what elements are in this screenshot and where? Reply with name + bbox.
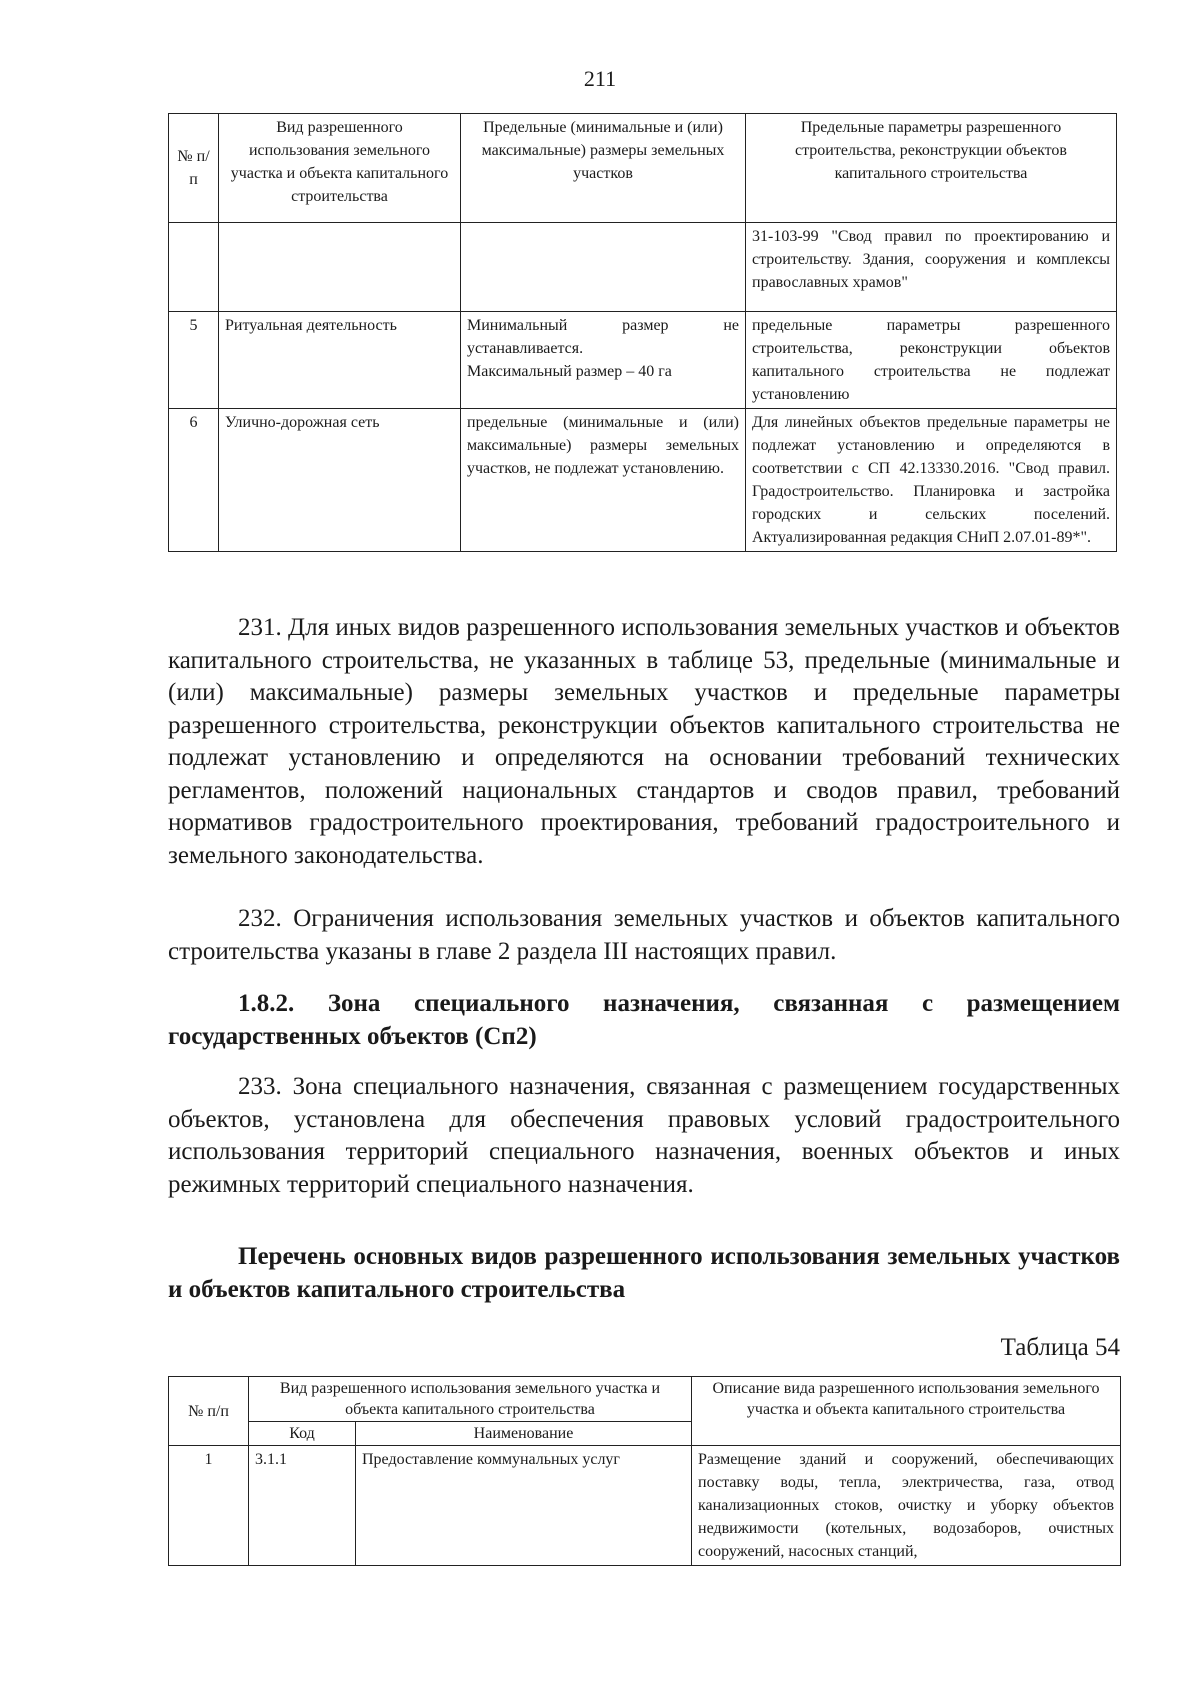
table-row [169, 1446, 1121, 1566]
paragraph-233: 233. Зона специального назначения, связанная с размещением государственных объектов, установлена для обеспечения правовых условий градостроительного использования территорий специального назначения, военных объектов и иных режимных территорий специального назначения. [168, 1073, 1120, 1198]
row-plot-size [461, 312, 746, 409]
row-plot-size [461, 223, 746, 312]
row-build-params: предельные параметры разрешенного строительства, реконструкции объектов капитального строительства не подлежат установлению [746, 312, 1117, 409]
header-number: № п/п [169, 1377, 249, 1446]
row-number [169, 223, 219, 312]
row-build-params: 31-103-99 "Свод правил по проектированию и строительству. Здания, сооружения и комплексы православных храмов" [746, 223, 1117, 312]
table-row [169, 409, 1117, 552]
list-heading: Перечень основных видов разрешенного использования земельных участков и объектов капитального строительства [168, 1243, 1120, 1303]
row-description: Размещение зданий и сооружений, обеспечивающих поставку воды, тепла, электричества, газа, отвод канализационных стоков, очистку и уборку объектов недвижимости (котельных, водозаборов, очистных сооружений, насосных станций, [692, 1446, 1121, 1566]
row-name: Предоставление коммунальных услуг [356, 1446, 692, 1566]
row-plot-size: предельные (минимальные и (или) максимальные) размеры земельных участков, не подлежат установлению. [461, 409, 746, 552]
header-code: Код [249, 1422, 356, 1446]
plot-size-min: Минимальный размер не устанавливается. [467, 317, 739, 357]
row-number: 5 [169, 312, 219, 409]
row-land-use-type: Ритуальная деятельность [219, 312, 461, 409]
header-land-use-type: Вид разрешенного использования земельного участка и объекта капитального строительства [219, 114, 461, 223]
permitted-uses-table [168, 1376, 1121, 1566]
paragraph-231: 231. Для иных видов разрешенного использования земельных участков и объектов капитального строительства, не указанных в таблице 53, предельные (минимальные и (или) максимальные) размеры земельных участков и предельные параметры разрешенного строительства, реконструкции объектов капитального строительства не подлежат установлению и определяются на основании требований технических регламентов, положений национальных стандартов и сводов правил, требований нормативов градостроительного проектирования, требований градостроительного и земельного законодательства. [168, 614, 1120, 869]
paragraph-232: 232. Ограничения использования земельных участков и объектов капитального строительства указаны в главе 2 раздела III настоящих правил. [168, 905, 1120, 965]
row-land-use-type: Улично-дорожная сеть [219, 409, 461, 552]
header-land-use-group: Вид разрешенного использования земельного участка и объекта капитального строительства [249, 1377, 692, 1422]
table-header-row [169, 114, 1117, 223]
table-header-row [169, 1377, 1121, 1422]
page-number: 211 [583, 66, 617, 91]
plot-size-max: Максимальный размер – 40 га [467, 363, 672, 380]
section-heading: 1.8.2. Зона специального назначения, связанная с размещением государственных объектов (Сп2) [168, 990, 1120, 1050]
land-use-parameters-table [168, 113, 1117, 552]
row-land-use-type [219, 223, 461, 312]
header-plot-size: Предельные (минимальные и (или) максимальные) размеры земельных участков [461, 114, 746, 223]
header-build-params: Предельные параметры разрешенного строительства, реконструкции объектов капитального строительства [746, 114, 1117, 223]
header-name: Наименование [356, 1422, 692, 1446]
row-number: 1 [169, 1446, 249, 1566]
table-row [169, 312, 1117, 409]
table-caption: Таблица 54 [1000, 1334, 1120, 1361]
table-row [169, 223, 1117, 312]
header-number: № п/п [169, 114, 219, 223]
row-number: 6 [169, 409, 219, 552]
row-build-params: Для линейных объектов предельные параметры не подлежат установлению и определяются в соответствии с СП 42.13330.2016. "Свод правил. Градостроительство. Планировка и застройка городских и сельских поселений. Актуализированная редакция СНиП 2.07.01-89*". [746, 409, 1117, 552]
header-description: Описание вида разрешенного использования земельного участка и объекта капитального строительства [692, 1377, 1121, 1446]
row-code: 3.1.1 [249, 1446, 356, 1566]
